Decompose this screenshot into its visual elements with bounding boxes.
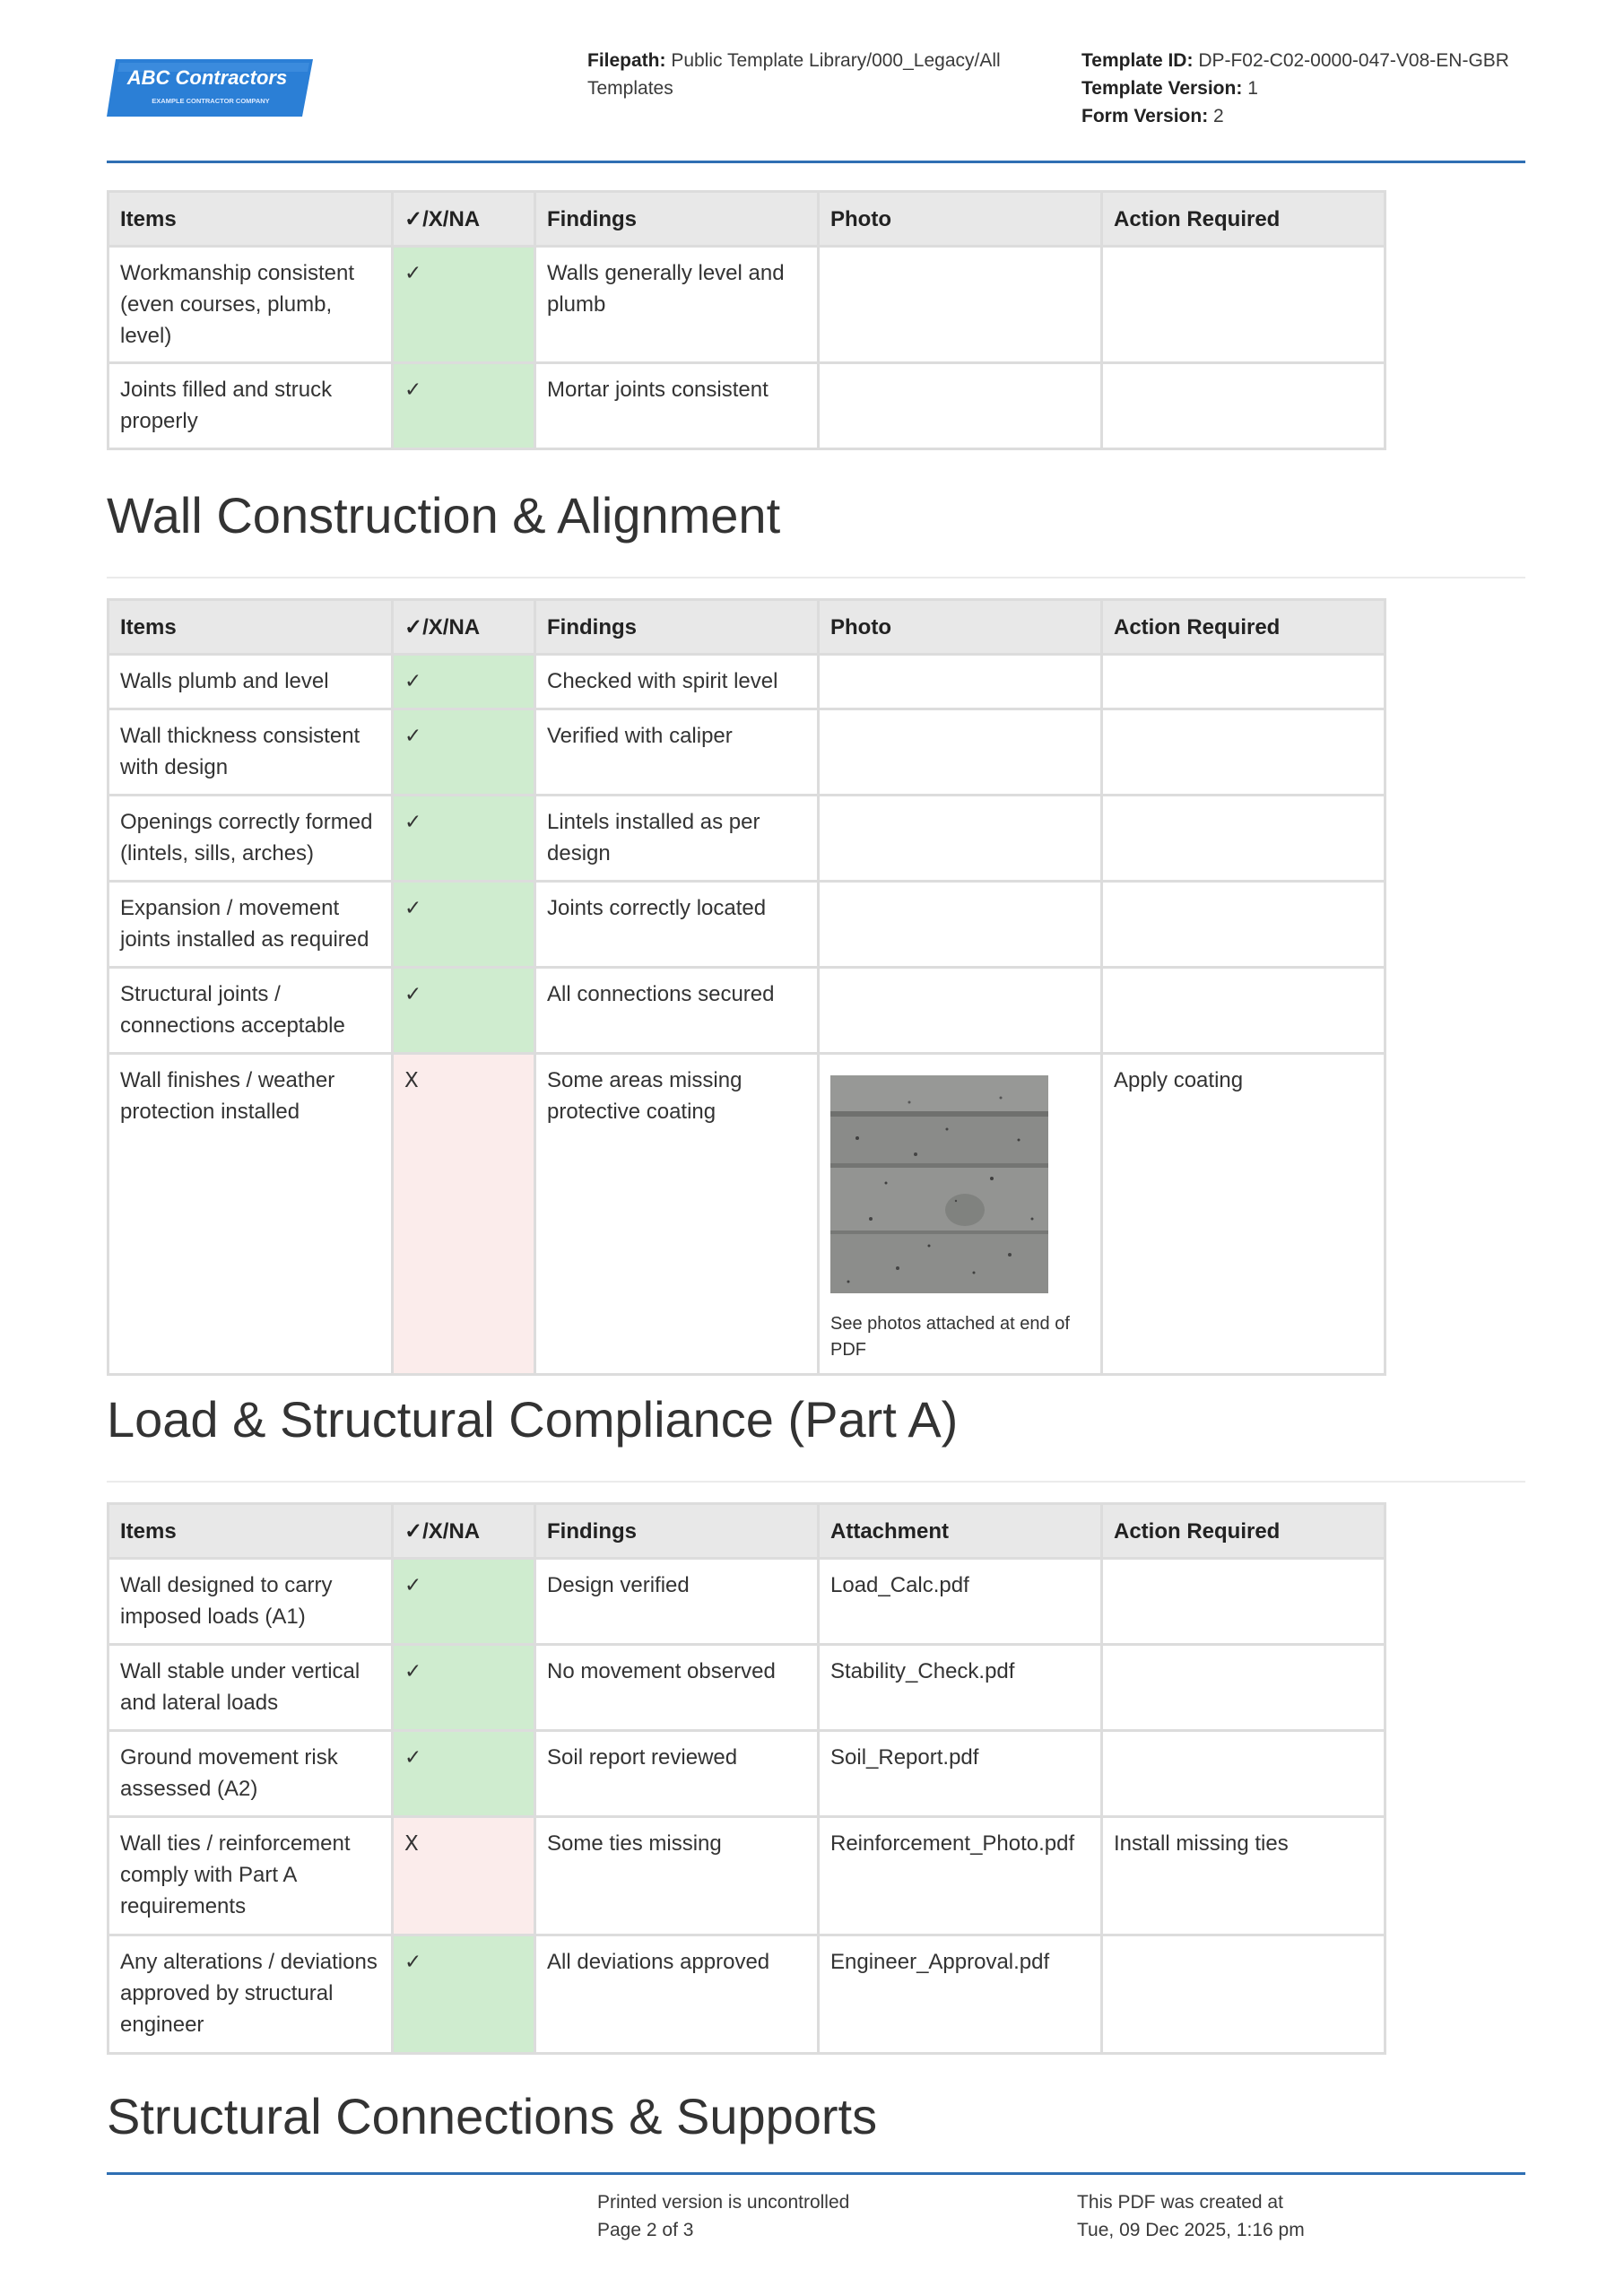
status-cell: [393, 882, 535, 968]
status-cell: [393, 655, 535, 709]
section-divider: [107, 1481, 1525, 1483]
table-row: [109, 709, 1385, 796]
action-cell: [1102, 796, 1385, 882]
action-cell: [1102, 1935, 1385, 2054]
check-icon: ✓: [404, 378, 422, 402]
check-icon: ✓: [404, 262, 422, 285]
template-id-value: DP-F02-C02-0000-047-V08-EN-GBR: [1198, 50, 1509, 71]
check-icon: ✓: [404, 1951, 422, 1974]
table-row: [109, 796, 1385, 882]
item-cell: Workmanship consistent (even courses, plumb, level): [109, 247, 393, 363]
table-row: [109, 247, 1385, 363]
section-title-wall-construction: Wall Construction & Alignment: [107, 487, 781, 544]
table-row: [109, 1817, 1385, 1935]
item-cell: Walls plumb and level: [109, 655, 393, 709]
footer-created-label: This PDF was created at: [1077, 2192, 1283, 2213]
photo-cell: [819, 655, 1102, 709]
status-cell: [393, 709, 535, 796]
col-header-items: Items: [109, 192, 393, 247]
status-cell: [393, 1817, 535, 1935]
status-cell: [393, 1559, 535, 1645]
action-cell: [1102, 247, 1385, 363]
findings-cell: Checked with spirit level: [535, 655, 819, 709]
photo-cell: [819, 709, 1102, 796]
photo-cell: [819, 796, 1102, 882]
footer-left: [597, 2188, 1001, 2244]
fail-mark: X: [404, 1069, 419, 1092]
table-row: [109, 1935, 1385, 2054]
status-cell: [393, 796, 535, 882]
template-info-block: [1081, 47, 1539, 130]
status-cell: [393, 1935, 535, 2054]
check-icon: ✓: [404, 811, 422, 834]
attachment-link[interactable]: Soil_Report.pdf: [819, 1731, 1102, 1817]
table-header-row: [109, 1504, 1385, 1559]
col-header-items: Items: [109, 600, 393, 655]
col-header-items: Items: [109, 1504, 393, 1559]
wall-construction-table: [107, 598, 1386, 1376]
section-title-structural-connections: Structural Connections & Supports: [107, 2088, 878, 2144]
status-cell: [393, 1731, 535, 1817]
action-cell: Apply coating: [1102, 1054, 1385, 1375]
action-cell: [1102, 1559, 1385, 1645]
col-header-findings: Findings: [535, 600, 819, 655]
status-cell: [393, 968, 535, 1054]
section-title-load-structural: Load & Structural Compliance (Part A): [107, 1391, 959, 1448]
attachment-link[interactable]: Engineer_Approval.pdf: [819, 1935, 1102, 2054]
load-structural-table: [107, 1502, 1386, 2055]
item-cell: Structural joints / connections acceptable: [109, 968, 393, 1054]
status-cell: [393, 363, 535, 449]
findings-cell: Some areas missing protective coating: [535, 1054, 819, 1375]
attachment-link[interactable]: Load_Calc.pdf: [819, 1559, 1102, 1645]
check-icon: ✓: [404, 670, 422, 693]
template-version-label: Template Version:: [1081, 78, 1243, 99]
attachment-link[interactable]: Reinforcement_Photo.pdf: [819, 1817, 1102, 1935]
item-cell: Wall finishes / weather protection installed: [109, 1054, 393, 1375]
col-header-findings: Findings: [535, 1504, 819, 1559]
form-version-label: Form Version:: [1081, 106, 1209, 126]
col-header-photo: Photo: [819, 192, 1102, 247]
findings-cell: Joints correctly located: [535, 882, 819, 968]
check-icon: ✓: [404, 1660, 422, 1683]
fail-mark: X: [404, 1832, 419, 1856]
check-icon: ✓: [404, 897, 422, 920]
table-row: [109, 363, 1385, 449]
status-cell: [393, 1645, 535, 1731]
table-row: [109, 1645, 1385, 1731]
findings-cell: Soil report reviewed: [535, 1731, 819, 1817]
template-id-label: Template ID:: [1081, 50, 1194, 71]
check-icon: ✓: [404, 725, 422, 748]
checklist-table-continued: [107, 190, 1386, 450]
table-header-row: [109, 600, 1385, 655]
table-row: [109, 1559, 1385, 1645]
table-row: [109, 968, 1385, 1054]
findings-cell: Some ties missing: [535, 1817, 819, 1935]
company-logo: [107, 59, 313, 117]
col-header-action: Action Required: [1102, 600, 1385, 655]
findings-cell: Lintels installed as per design: [535, 796, 819, 882]
findings-cell: Verified with caliper: [535, 709, 819, 796]
action-cell: [1102, 363, 1385, 449]
item-cell: Wall designed to carry imposed loads (A1): [109, 1559, 393, 1645]
footer-created-date: Tue, 09 Dec 2025, 1:16 pm: [1077, 2220, 1305, 2240]
filepath-label: Filepath:: [587, 50, 666, 71]
photo-cell: [819, 882, 1102, 968]
item-cell: Openings correctly formed (lintels, sills, arches): [109, 796, 393, 882]
filepath-value: Public Template Library/000_Legacy/All Templates: [587, 50, 1001, 99]
logo-name: ABC Contractors: [126, 66, 288, 89]
page-header: [107, 43, 1525, 163]
photo-caption: See photos attached at end of PDF: [830, 1314, 1070, 1360]
item-cell: Wall thickness consistent with design: [109, 709, 393, 796]
attachment-link[interactable]: Stability_Check.pdf: [819, 1645, 1102, 1731]
table-row: [109, 655, 1385, 709]
findings-cell: All connections secured: [535, 968, 819, 1054]
item-cell: Wall ties / reinforcement comply with Part A requirements: [109, 1817, 393, 1935]
action-cell: [1102, 1645, 1385, 1731]
action-cell: Install missing ties: [1102, 1817, 1385, 1935]
check-icon: ✓: [404, 1746, 422, 1770]
template-version-value: 1: [1247, 78, 1258, 99]
section-divider: [107, 577, 1525, 578]
findings-cell: Design verified: [535, 1559, 819, 1645]
footer-right: [1077, 2188, 1481, 2244]
col-header-photo: Photo: [819, 600, 1102, 655]
check-icon: ✓: [404, 1574, 422, 1597]
status-cell: [393, 1054, 535, 1375]
table-row: [109, 1731, 1385, 1817]
action-cell: [1102, 709, 1385, 796]
item-cell: Wall stable under vertical and lateral loads: [109, 1645, 393, 1731]
col-header-status: ✓/X/NA: [393, 1504, 535, 1559]
photo-cell: [819, 1054, 1102, 1375]
action-cell: [1102, 655, 1385, 709]
col-header-findings: Findings: [535, 192, 819, 247]
filepath-block: [587, 47, 1054, 102]
item-cell: Ground movement risk assessed (A2): [109, 1731, 393, 1817]
footer-uncontrolled-note: Printed version is uncontrolled: [597, 2192, 850, 2213]
photo-cell: [819, 363, 1102, 449]
table-row: [109, 1054, 1385, 1375]
col-header-action: Action Required: [1102, 192, 1385, 247]
action-cell: [1102, 882, 1385, 968]
col-header-status: ✓/X/NA: [393, 600, 535, 655]
table-header-row: [109, 192, 1385, 247]
form-version-value: 2: [1213, 106, 1224, 126]
item-cell: Any alterations / deviations approved by structural engineer: [109, 1935, 393, 2054]
check-icon: ✓: [404, 983, 422, 1006]
table-row: [109, 882, 1385, 968]
col-header-attachment: Attachment: [819, 1504, 1102, 1559]
footer-divider: [107, 2172, 1525, 2175]
findings-cell: All deviations approved: [535, 1935, 819, 2054]
logo-tagline: EXAMPLE CONTRACTOR COMPANY: [152, 97, 270, 105]
photo-cell: [819, 247, 1102, 363]
status-cell: [393, 247, 535, 363]
page-number: Page 2 of 3: [597, 2220, 694, 2240]
action-cell: [1102, 1731, 1385, 1817]
col-header-status: ✓/X/NA: [393, 192, 535, 247]
action-cell: [1102, 968, 1385, 1054]
findings-cell: Mortar joints consistent: [535, 363, 819, 449]
findings-cell: No movement observed: [535, 1645, 819, 1731]
item-cell: Joints filled and struck properly: [109, 363, 393, 449]
findings-cell: Walls generally level and plumb: [535, 247, 819, 363]
concrete-wall-photo[interactable]: [830, 1075, 1048, 1293]
photo-cell: [819, 968, 1102, 1054]
item-cell: Expansion / movement joints installed as required: [109, 882, 393, 968]
col-header-action: Action Required: [1102, 1504, 1385, 1559]
